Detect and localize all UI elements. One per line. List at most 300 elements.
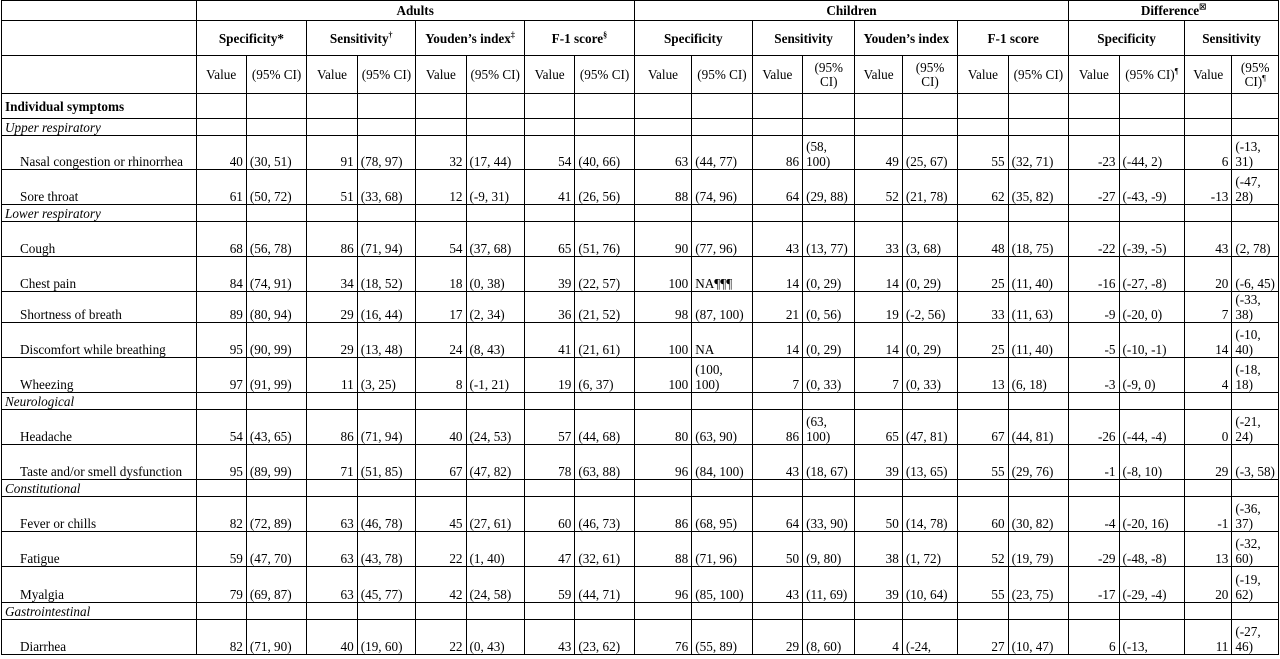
- metric-header: [958, 21, 1069, 56]
- ci-subheader: [692, 56, 752, 94]
- value-cell: -3: [1069, 358, 1119, 393]
- value-cell: -9: [1069, 292, 1119, 323]
- group-footnote-mark: ☒: [1199, 2, 1207, 12]
- value-cell: 45: [416, 497, 466, 532]
- value-cell: 41: [524, 323, 574, 358]
- category-row: [2, 205, 1279, 222]
- value-cell: -13: [1185, 170, 1232, 205]
- ci-cell: (30, 51): [246, 136, 306, 170]
- ci-cell: (19, 79): [1008, 532, 1069, 567]
- ci-cell: (29, 88): [803, 170, 855, 205]
- ci-cell: (-20, 0): [1119, 292, 1185, 323]
- empty-cell: [634, 393, 691, 410]
- value-cell: 52: [855, 170, 902, 205]
- ci-cell: (63, 100): [803, 410, 855, 445]
- ci-cell: (63, 88): [575, 445, 634, 480]
- ci-cell: (47, 70): [246, 532, 306, 567]
- ci-cell: (100, 100): [692, 358, 752, 393]
- symptom-label: Wheezing: [2, 358, 197, 393]
- empty-cell: [1232, 480, 1279, 497]
- empty-cell: [855, 480, 902, 497]
- value-cell: 95: [196, 323, 246, 358]
- empty-cell: [524, 205, 574, 222]
- ci-cell: (25, 67): [902, 136, 957, 170]
- value-cell: 39: [855, 567, 902, 603]
- ci-cell: (-27, 46): [1232, 620, 1279, 655]
- value-cell: 41: [524, 170, 574, 205]
- table-row: [2, 567, 1279, 603]
- empty-cell: [466, 603, 524, 620]
- ci-label: (95% CI): [579, 66, 630, 82]
- value-subheader: Value: [752, 56, 802, 94]
- symptom-label: Myalgia: [2, 567, 197, 603]
- ci-cell: (24, 58): [466, 567, 524, 603]
- metric-header: [1185, 21, 1279, 56]
- value-cell: 14: [855, 257, 902, 292]
- ci-cell: (77, 96): [692, 222, 752, 257]
- value-cell: -17: [1069, 567, 1119, 603]
- ci-cell: (-13,: [1119, 620, 1185, 655]
- empty-cell: [466, 205, 524, 222]
- empty-cell: [752, 393, 802, 410]
- value-cell: 43: [752, 567, 802, 603]
- empty-cell: [1008, 94, 1069, 119]
- value-cell: 52: [958, 532, 1008, 567]
- empty-cell: [307, 480, 357, 497]
- value-cell: -1: [1185, 497, 1232, 532]
- ci-cell: (21, 52): [575, 292, 634, 323]
- empty-cell: [803, 480, 855, 497]
- ci-cell: (85, 100): [692, 567, 752, 603]
- ci-cell: (0, 29): [902, 323, 957, 358]
- value-cell: 65: [855, 410, 902, 445]
- ci-cell: (11, 40): [1008, 323, 1069, 358]
- empty-cell: [634, 94, 691, 119]
- empty-cell: [855, 603, 902, 620]
- value-cell: 22: [416, 532, 466, 567]
- value-cell: 14: [1185, 323, 1232, 358]
- ci-label: (95% CI): [697, 66, 747, 82]
- value-cell: 40: [307, 620, 357, 655]
- metric-label: F-1 score: [551, 30, 604, 46]
- metric-footnote-mark: ‡: [510, 30, 515, 40]
- ci-cell: (-3, 58): [1232, 445, 1279, 480]
- metric-label: F-1 score: [987, 30, 1039, 46]
- empty-cell: [1069, 480, 1119, 497]
- corner-cell: [2, 1, 197, 21]
- value-cell: 86: [752, 410, 802, 445]
- value-cell: 95: [196, 445, 246, 480]
- empty-cell: [524, 393, 574, 410]
- empty-cell: [524, 119, 574, 136]
- empty-cell: [246, 393, 306, 410]
- value-cell: 42: [416, 567, 466, 603]
- value-cell: 18: [416, 257, 466, 292]
- value-cell: 48: [958, 222, 1008, 257]
- value-cell: 79: [196, 567, 246, 603]
- ci-cell: (1, 40): [466, 532, 524, 567]
- table-row: [2, 358, 1279, 393]
- empty-cell: [1232, 94, 1279, 119]
- empty-cell: [307, 393, 357, 410]
- empty-cell: [855, 119, 902, 136]
- value-cell: 24: [416, 323, 466, 358]
- value-subheader: Value: [855, 56, 902, 94]
- metric-footnote-mark: †: [388, 30, 393, 40]
- empty-cell: [1008, 603, 1069, 620]
- empty-cell: [196, 205, 246, 222]
- ci-cell: (24, 53): [466, 410, 524, 445]
- value-cell: 63: [307, 567, 357, 603]
- value-cell: 90: [634, 222, 691, 257]
- ci-cell: (2, 78): [1232, 222, 1279, 257]
- table-row: [2, 257, 1279, 292]
- empty-cell: [1008, 119, 1069, 136]
- value-cell: 55: [958, 445, 1008, 480]
- empty-cell: [692, 480, 752, 497]
- metric-header: [634, 21, 752, 56]
- value-cell: 17: [416, 292, 466, 323]
- value-cell: 64: [752, 497, 802, 532]
- ci-cell: (47, 81): [902, 410, 957, 445]
- value-cell: -27: [1069, 170, 1119, 205]
- value-cell: 88: [634, 532, 691, 567]
- ci-cell: (-10, -1): [1119, 323, 1185, 358]
- ci-cell: (23, 62): [575, 620, 634, 655]
- ci-cell: (27, 61): [466, 497, 524, 532]
- ci-label: (95% CI): [1125, 66, 1175, 82]
- category-row: [2, 603, 1279, 620]
- value-cell: 89: [196, 292, 246, 323]
- value-cell: 60: [524, 497, 574, 532]
- ci-cell: (29, 76): [1008, 445, 1069, 480]
- empty-cell: [1232, 603, 1279, 620]
- ci-cell: (1, 72): [902, 532, 957, 567]
- value-cell: 67: [416, 445, 466, 480]
- empty-cell: [1008, 205, 1069, 222]
- value-cell: 8: [416, 358, 466, 393]
- empty-cell: [307, 603, 357, 620]
- value-cell: 11: [307, 358, 357, 393]
- empty-cell: [416, 393, 466, 410]
- ci-cell: (10, 64): [902, 567, 957, 603]
- ci-cell: (0, 29): [902, 257, 957, 292]
- value-cell: 21: [752, 292, 802, 323]
- ci-cell: (-21, 24): [1232, 410, 1279, 445]
- empty-cell: [803, 205, 855, 222]
- empty-cell: [1008, 393, 1069, 410]
- value-cell: 7: [752, 358, 802, 393]
- category-label: Lower respiratory: [2, 205, 197, 222]
- empty-cell: [1119, 119, 1185, 136]
- empty-cell: [524, 480, 574, 497]
- empty-cell: [575, 205, 634, 222]
- ci-cell: (-44, 2): [1119, 136, 1185, 170]
- ci-cell: (84, 100): [692, 445, 752, 480]
- ci-cell: (-27, -8): [1119, 257, 1185, 292]
- ci-label: (95% CI): [251, 66, 302, 82]
- ci-cell: (22, 57): [575, 257, 634, 292]
- value-cell: 19: [855, 292, 902, 323]
- ci-cell: (47, 82): [466, 445, 524, 480]
- metric-header: [307, 21, 416, 56]
- value-cell: 43: [752, 222, 802, 257]
- ci-cell: (91, 99): [246, 358, 306, 393]
- metric-label: Sensitivity: [774, 30, 833, 46]
- ci-subheader: [466, 56, 524, 94]
- ci-cell: (51, 76): [575, 222, 634, 257]
- empty-cell: [958, 480, 1008, 497]
- ci-label: (95% CI): [1013, 66, 1064, 82]
- value-cell: 97: [196, 358, 246, 393]
- ci-cell: (74, 91): [246, 257, 306, 292]
- empty-cell: [1119, 94, 1185, 119]
- empty-cell: [466, 119, 524, 136]
- ci-cell: (18, 67): [803, 445, 855, 480]
- ci-cell: (-19, 62): [1232, 567, 1279, 603]
- value-cell: 6: [1185, 136, 1232, 170]
- value-cell: 29: [752, 620, 802, 655]
- group-label: Children: [826, 3, 877, 18]
- ci-cell: (6, 18): [1008, 358, 1069, 393]
- metric-label: Specificity: [1097, 30, 1156, 46]
- empty-cell: [357, 393, 415, 410]
- ci-cell: (68, 95): [692, 497, 752, 532]
- value-cell: 29: [307, 292, 357, 323]
- empty-cell: [634, 480, 691, 497]
- empty-cell: [855, 205, 902, 222]
- ci-cell: (-24,: [902, 620, 957, 655]
- empty-cell: [902, 480, 957, 497]
- empty-cell: [357, 603, 415, 620]
- table-row: [2, 532, 1279, 567]
- ci-subheader: [1232, 56, 1279, 94]
- value-cell: 39: [524, 257, 574, 292]
- ci-cell: (10, 47): [1008, 620, 1069, 655]
- ci-subheader: [575, 56, 634, 94]
- ci-cell: (44, 81): [1008, 410, 1069, 445]
- corner-cell: [2, 56, 197, 94]
- empty-cell: [1185, 205, 1232, 222]
- ci-cell: (63, 90): [692, 410, 752, 445]
- symptom-label: Shortness of breath: [2, 292, 197, 323]
- ci-cell: (-33, 38): [1232, 292, 1279, 323]
- empty-cell: [803, 603, 855, 620]
- value-subheader: Value: [307, 56, 357, 94]
- ci-footnote-mark: ¶: [1262, 73, 1266, 83]
- ci-cell: (23, 75): [1008, 567, 1069, 603]
- empty-cell: [634, 205, 691, 222]
- empty-cell: [1069, 205, 1119, 222]
- group-header-children: [634, 1, 1068, 21]
- value-subheader: Value: [196, 56, 246, 94]
- empty-cell: [524, 94, 574, 119]
- empty-cell: [466, 94, 524, 119]
- group-header-adults: [196, 1, 634, 21]
- value-cell: 36: [524, 292, 574, 323]
- ci-cell: (0, 29): [803, 323, 855, 358]
- ci-label: (95% CI): [1240, 59, 1270, 89]
- value-cell: 51: [307, 170, 357, 205]
- value-cell: 60: [958, 497, 1008, 532]
- ci-cell: (17, 44): [466, 136, 524, 170]
- ci-cell: (-36, 37): [1232, 497, 1279, 532]
- ci-cell: (44, 68): [575, 410, 634, 445]
- empty-cell: [1119, 205, 1185, 222]
- value-cell: 0: [1185, 410, 1232, 445]
- ci-cell: (-10, 40): [1232, 323, 1279, 358]
- value-cell: 49: [855, 136, 902, 170]
- value-cell: 98: [634, 292, 691, 323]
- ci-cell: (-8, 10): [1119, 445, 1185, 480]
- value-cell: 25: [958, 257, 1008, 292]
- empty-cell: [803, 119, 855, 136]
- category-row: [2, 393, 1279, 410]
- ci-cell: (14, 78): [902, 497, 957, 532]
- empty-cell: [752, 119, 802, 136]
- value-cell: 63: [307, 532, 357, 567]
- metric-header: [752, 21, 855, 56]
- empty-cell: [902, 393, 957, 410]
- empty-cell: [803, 393, 855, 410]
- ci-subheader: [1119, 56, 1185, 94]
- value-cell: 13: [958, 358, 1008, 393]
- empty-cell: [466, 480, 524, 497]
- ci-cell: (18, 52): [357, 257, 415, 292]
- value-cell: 59: [196, 532, 246, 567]
- header-metric-row: [2, 21, 1279, 56]
- category-row: [2, 480, 1279, 497]
- value-cell: 43: [524, 620, 574, 655]
- category-label: Constitutional: [2, 480, 197, 497]
- ci-cell: (21, 61): [575, 323, 634, 358]
- value-cell: 100: [634, 257, 691, 292]
- ci-cell: (9, 80): [803, 532, 855, 567]
- empty-cell: [1185, 393, 1232, 410]
- empty-cell: [1232, 205, 1279, 222]
- section-row: [2, 94, 1279, 119]
- ci-cell: (3, 25): [357, 358, 415, 393]
- ci-cell: (43, 65): [246, 410, 306, 445]
- ci-cell: (16, 44): [357, 292, 415, 323]
- ci-cell: (0, 33): [902, 358, 957, 393]
- ci-cell: (13, 48): [357, 323, 415, 358]
- value-cell: 76: [634, 620, 691, 655]
- empty-cell: [1069, 119, 1119, 136]
- ci-cell: (74, 96): [692, 170, 752, 205]
- ci-cell: NA: [692, 323, 752, 358]
- ci-cell: (13, 77): [803, 222, 855, 257]
- empty-cell: [357, 94, 415, 119]
- empty-cell: [196, 94, 246, 119]
- corner-cell: [2, 21, 197, 56]
- empty-cell: [416, 205, 466, 222]
- ci-cell: (44, 77): [692, 136, 752, 170]
- ci-cell: (-2, 56): [902, 292, 957, 323]
- value-subheader: Value: [1069, 56, 1119, 94]
- ci-cell: (30, 82): [1008, 497, 1069, 532]
- ci-cell: (0, 29): [803, 257, 855, 292]
- group-header-difference: [1069, 1, 1279, 21]
- symptom-label: Sore throat: [2, 170, 197, 205]
- empty-cell: [752, 603, 802, 620]
- ci-cell: (19, 60): [357, 620, 415, 655]
- table-row: [2, 222, 1279, 257]
- ci-cell: (-39, -5): [1119, 222, 1185, 257]
- ci-cell: (-43, -9): [1119, 170, 1185, 205]
- ci-cell: (-9, 31): [466, 170, 524, 205]
- empty-cell: [1185, 480, 1232, 497]
- value-cell: -23: [1069, 136, 1119, 170]
- category-label: Upper respiratory: [2, 119, 197, 136]
- empty-cell: [575, 603, 634, 620]
- empty-cell: [357, 480, 415, 497]
- ci-cell: (72, 89): [246, 497, 306, 532]
- value-cell: -26: [1069, 410, 1119, 445]
- value-cell: 54: [524, 136, 574, 170]
- header-group-row: [2, 1, 1279, 21]
- value-cell: 39: [855, 445, 902, 480]
- metric-header: [1069, 21, 1185, 56]
- ci-cell: (11, 69): [803, 567, 855, 603]
- value-cell: 22: [416, 620, 466, 655]
- value-cell: 84: [196, 257, 246, 292]
- value-cell: 38: [855, 532, 902, 567]
- empty-cell: [246, 119, 306, 136]
- ci-cell: (33, 68): [357, 170, 415, 205]
- value-cell: 6: [1069, 620, 1119, 655]
- empty-cell: [752, 94, 802, 119]
- value-cell: 91: [307, 136, 357, 170]
- value-cell: 34: [307, 257, 357, 292]
- empty-cell: [575, 119, 634, 136]
- value-cell: 80: [634, 410, 691, 445]
- table-row: [2, 170, 1279, 205]
- value-subheader: Value: [634, 56, 691, 94]
- value-cell: 68: [196, 222, 246, 257]
- ci-cell: (-47, 28): [1232, 170, 1279, 205]
- symptom-label: Headache: [2, 410, 197, 445]
- value-cell: 14: [752, 257, 802, 292]
- ci-cell: (2, 34): [466, 292, 524, 323]
- metric-label: Youden’s index: [425, 30, 511, 46]
- symptom-label: Fever or chills: [2, 497, 197, 532]
- empty-cell: [416, 94, 466, 119]
- empty-cell: [196, 603, 246, 620]
- value-cell: 47: [524, 532, 574, 567]
- metric-header: [196, 21, 307, 56]
- value-cell: 32: [416, 136, 466, 170]
- header-subcolumn-row: [2, 56, 1279, 94]
- ci-cell: (71, 94): [357, 410, 415, 445]
- symptom-label: Chest pain: [2, 257, 197, 292]
- empty-cell: [1119, 393, 1185, 410]
- table-row: [2, 410, 1279, 445]
- value-cell: -16: [1069, 257, 1119, 292]
- metric-label: Sensitivity: [329, 30, 389, 46]
- empty-cell: [1069, 94, 1119, 119]
- empty-cell: [196, 393, 246, 410]
- symptom-label: Discomfort while breathing: [2, 323, 197, 358]
- empty-cell: [855, 94, 902, 119]
- empty-cell: [958, 393, 1008, 410]
- value-cell: 7: [855, 358, 902, 393]
- empty-cell: [692, 205, 752, 222]
- metric-label: Specificity: [663, 30, 723, 46]
- value-cell: -1: [1069, 445, 1119, 480]
- value-cell: 54: [416, 222, 466, 257]
- empty-cell: [634, 119, 691, 136]
